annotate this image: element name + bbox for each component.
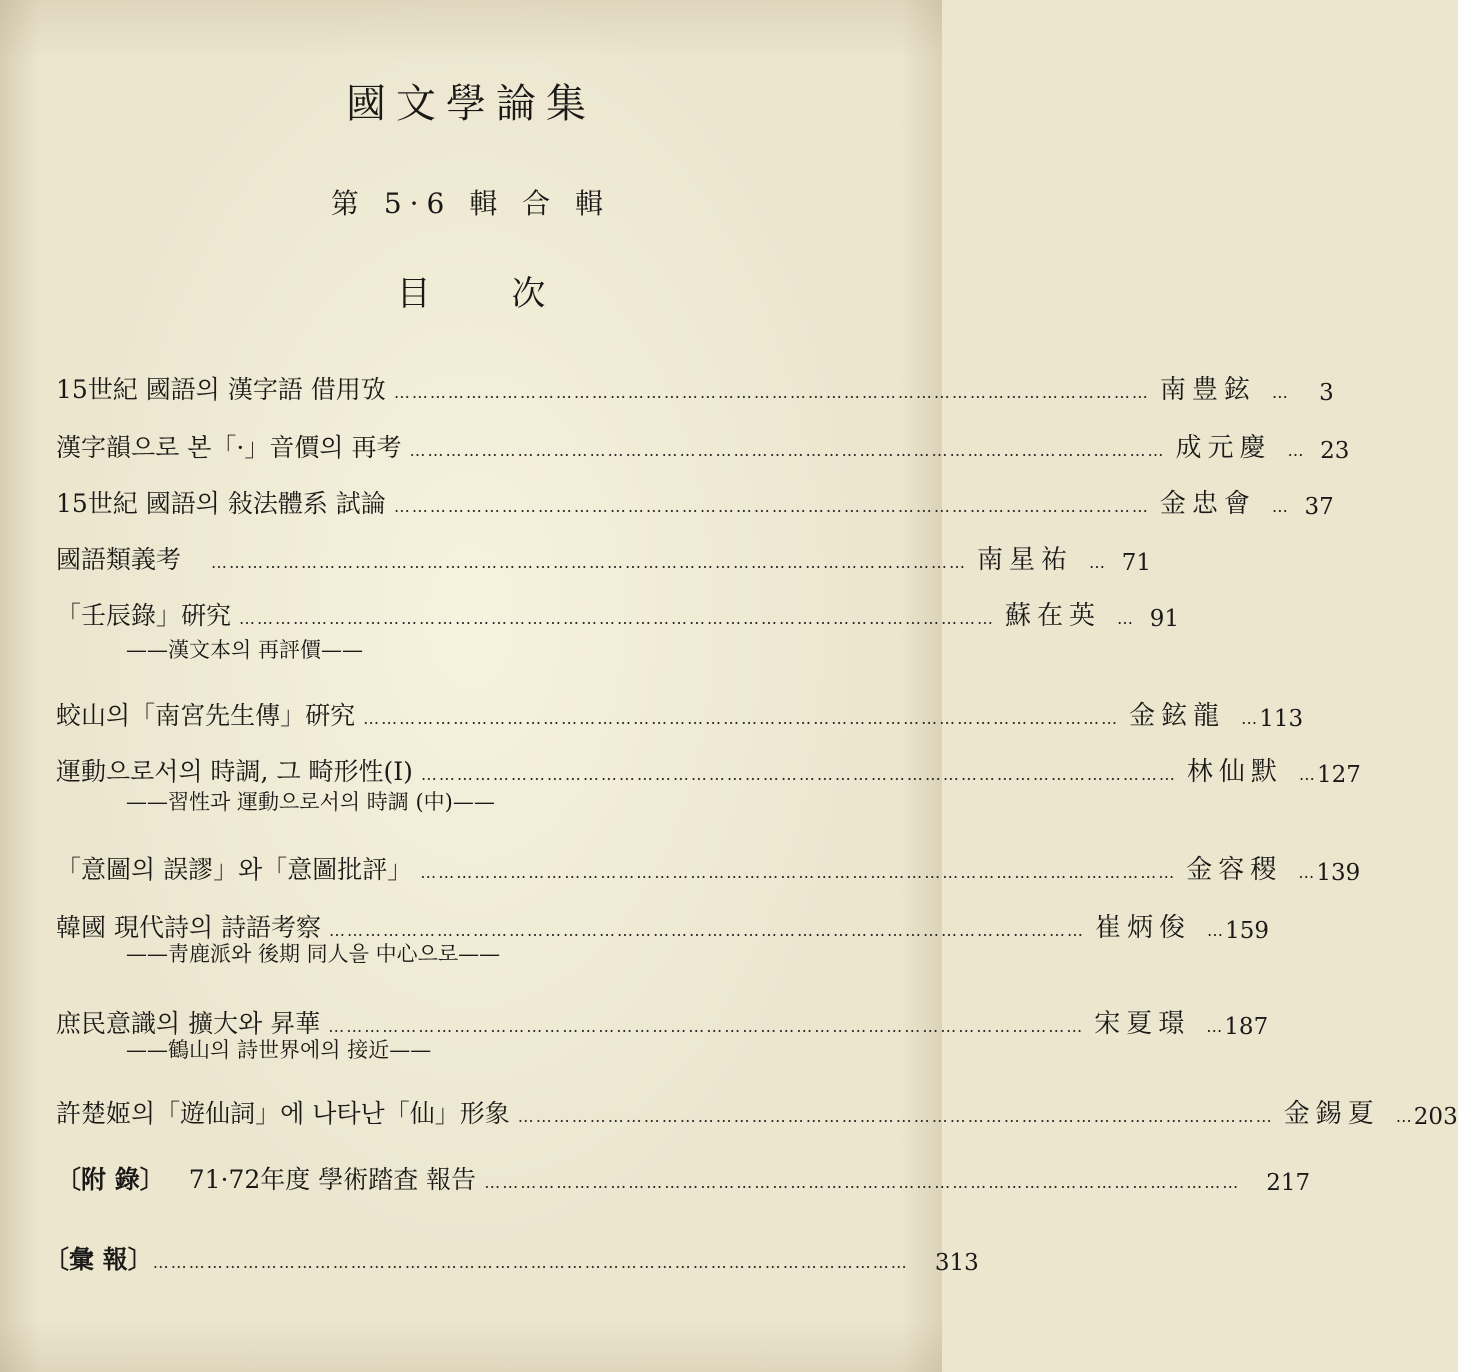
toc-entry[interactable] (56, 1090, 1458, 1130)
entry-title: 「意圖의 誤謬」와「意圖批評」 (56, 855, 413, 884)
entry-title: 韓國 現代詩의 詩語考察 (56, 913, 322, 942)
issue-label: 第 5·6 輯 合 輯 (330, 187, 612, 220)
author-dots: … (1117, 609, 1134, 628)
toc-entry[interactable] (56, 424, 1350, 464)
toc-entry[interactable] (56, 692, 1304, 732)
leader-dots: ……………………………………………………………………………………………………………… (409, 441, 1166, 460)
author-dots: … (1395, 1107, 1412, 1126)
entry-subtitle: ——習性과 運動으로서의 時調 (中)—— (126, 790, 495, 814)
entry-title: 蛟山의「南宮先生傳」硏究 (56, 701, 356, 730)
appendix-label: 〔附 錄〕 (56, 1165, 165, 1194)
leader-dots: ……………………………………………………………………………………………………………… (328, 1017, 1085, 1036)
toc-entry[interactable] (56, 846, 1361, 886)
entry-author: 金忠會 (1159, 489, 1256, 519)
author-dots: … (1206, 1017, 1223, 1036)
entry-title: 「壬辰錄」硏究 (56, 601, 232, 630)
leader-dots: ……………………………………………………………………………………………………………… (420, 765, 1177, 784)
entry-author: 崔炳俊 (1095, 913, 1192, 943)
toc-heading: 目 次 (396, 274, 546, 314)
entry-author: 南豊鉉 (1159, 375, 1256, 405)
toc-entry[interactable] (56, 536, 1152, 576)
entry-author: 南星祐 (977, 545, 1074, 575)
author-dots: … (1089, 553, 1106, 572)
author-dots: … (1271, 497, 1288, 516)
entry-title: 15世紀 國語의 敍法體系 試論 (56, 489, 386, 518)
entry-title: 庶民意識의 擴大와 昇華 (56, 1009, 321, 1038)
leader-dots: ……………………………………………………………………………………………………………… (363, 709, 1120, 728)
journal-title: 國文學論集 (346, 81, 596, 127)
entry-page: 127 (1317, 762, 1361, 788)
toc-entry-appendix[interactable] (56, 1156, 1311, 1196)
toc-entry[interactable] (56, 366, 1334, 406)
toc-entry[interactable] (56, 748, 1361, 788)
entry-page: 3 (1319, 380, 1334, 406)
author-dots: … (1298, 765, 1315, 784)
toc-entry[interactable] (56, 592, 1180, 632)
entry-subtitle: ——靑鹿派와 後期 同人을 中心으로—— (126, 942, 501, 966)
entry-page: 113 (1259, 706, 1304, 732)
entry-page: 313 (934, 1250, 979, 1276)
leader-dots: ……………………………………………………………………………………………………………… (484, 1173, 1241, 1192)
leader-dots: ……………………………………………………………………………………………………………… (211, 553, 968, 572)
toc-entry[interactable] (56, 480, 1334, 520)
entry-title: 漢字韻으로 본「·」音價의 再考 (56, 433, 402, 462)
entry-title: 許楚姬의「遊仙詞」에 나타난「仙」形象 (56, 1099, 510, 1128)
author-dots: … (1271, 383, 1288, 402)
entry-author: 金容稷 (1186, 855, 1283, 885)
entry-page: 91 (1149, 606, 1180, 632)
entry-author: 成元慶 (1175, 433, 1272, 463)
bulletin-label: 〔彙 報〕 (44, 1245, 153, 1274)
entry-page: 203 (1413, 1104, 1458, 1130)
author-dots: … (1207, 921, 1224, 940)
entry-title: 15世紀 國語의 漢字語 借用攷 (56, 375, 386, 404)
entry-author: 宋夏璟 (1094, 1009, 1191, 1039)
entry-author: 林仙默 (1186, 757, 1283, 787)
entry-page: 37 (1304, 494, 1334, 520)
entry-title: 國語類義考 (56, 545, 182, 574)
entry-page: 159 (1225, 918, 1270, 944)
entry-author: 金錫夏 (1283, 1099, 1380, 1129)
author-dots: … (1241, 709, 1258, 728)
leader-dots: ……………………………………………………………………………………………………………… (393, 497, 1150, 516)
entry-title: 71·72年度 學術踏査 報告 (188, 1165, 477, 1194)
author-dots: … (1298, 863, 1315, 882)
leader-dots: ……………………………………………………………………………………………………………… (329, 921, 1086, 940)
toc-entry-bulletin[interactable] (44, 1236, 979, 1276)
leader-dots: ……………………………………………………………………………………………………………… (152, 1253, 909, 1272)
entry-author: 金鉉龍 (1129, 701, 1226, 731)
leader-dots: ……………………………………………………………………………………………………………… (420, 863, 1177, 882)
entry-title: 運動으로서의 時調, 그 畸形性(Ⅰ) (56, 757, 413, 786)
entry-page: 23 (1320, 438, 1350, 464)
entry-page: 71 (1121, 550, 1152, 576)
author-dots: … (1287, 441, 1304, 460)
entry-page: 187 (1224, 1014, 1269, 1040)
leader-dots: ……………………………………………………………………………………………………………… (393, 383, 1150, 402)
entry-page: 139 (1316, 860, 1361, 886)
entry-author: 蘇在英 (1005, 601, 1102, 631)
entry-subtitle: ——鶴山의 詩世界에의 接近—— (126, 1038, 432, 1062)
entry-subtitle: ——漢文本의 再評價—— (126, 638, 363, 662)
entry-page: 217 (1266, 1170, 1311, 1196)
leader-dots: ……………………………………………………………………………………………………………… (239, 609, 996, 628)
leader-dots: ……………………………………………………………………………………………………………… (517, 1107, 1274, 1126)
